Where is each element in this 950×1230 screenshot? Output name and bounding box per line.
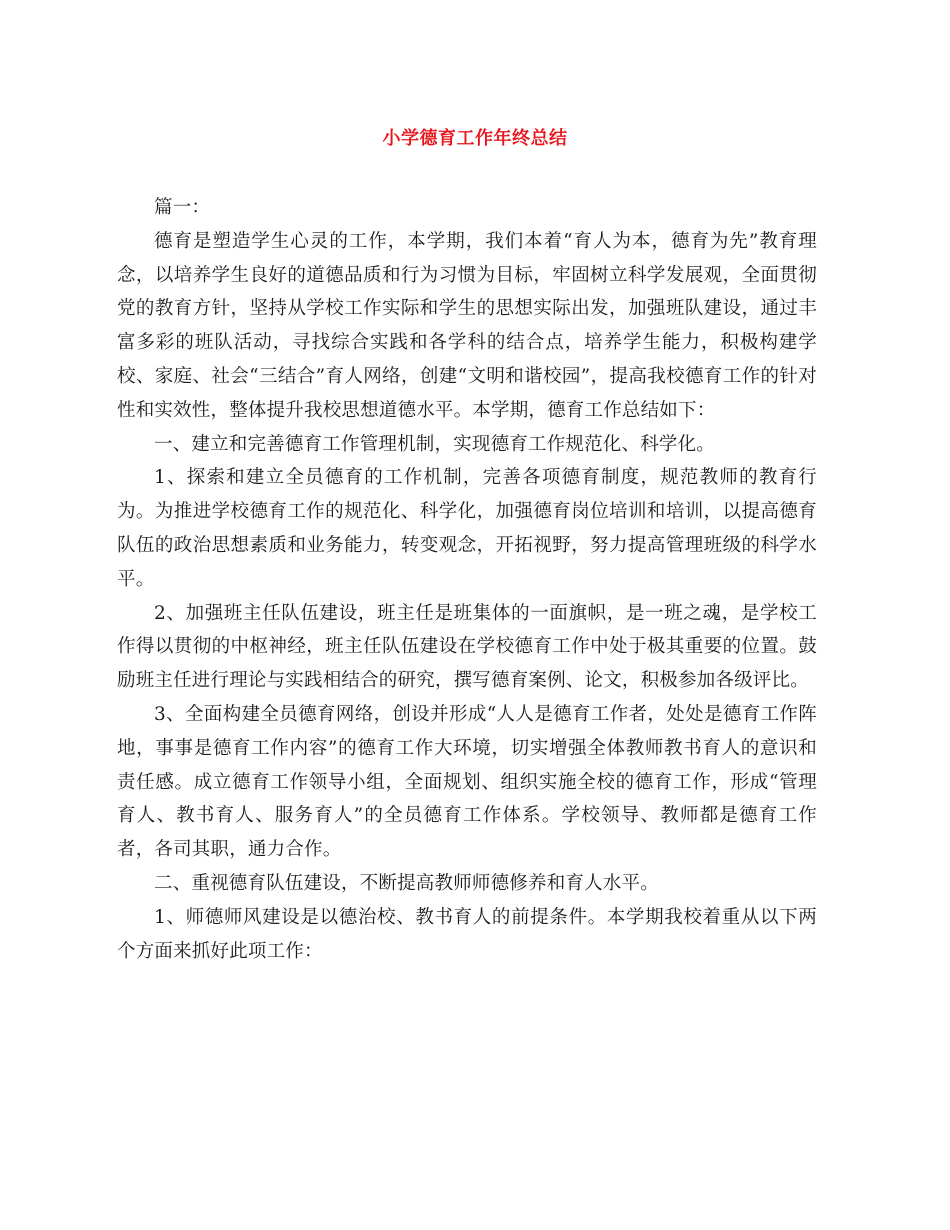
paragraph-intro: 德育是塑造学生心灵的工作，本学期，我们本着“育人为本，德育为先”教育理念，以培养学生良好的道德品质和行为习惯为目标，牢固树立科学发展观，全面贯彻党的教育方针，坚持从学校工作实际和学生的思想实际出发，加强班队建设，通过丰富多彩的班队活动，寻找综合实践和各学科的结合点，培养学生能力，积极构建学校、家庭、社会“三结合”育人网络，创建“文明和谐校园”，提高我校德育工作的针对性和实效性，整体提升我校思想道德水平。本学期，德育工作总结如下：: [117, 230, 817, 421]
paragraph-item-1-2: 2、加强班主任队伍建设，班主任是班集体的一面旗帜，是一班之魂，是学校工作得以贯彻的中枢神经，班主任队伍建设在学校德育工作中处于极其重要的位置。鼓励班主任进行理论与实践相结合的研究，撰写德育案例、论文，积极参加各级评比。: [117, 602, 817, 692]
paragraph-section-label: 篇一：: [154, 197, 211, 218]
document-body: [117, 191, 817, 968]
paragraph-item-2-1: 1、师德师风建设是以德治校、教书育人的前提条件。本学期我校着重从以下两个方面来抓好此项工作：: [117, 906, 817, 962]
paragraph-heading-2: 二、重视德育队伍建设，不断提高教师师德修养和育人水平。: [154, 872, 659, 894]
paragraph-item-1-1: 1、探索和建立全员德育的工作机制，完善各项德育制度，规范教师的教育行为。为推进学校德育工作的规范化、科学化，加强德育岗位培训和培训，以提高德育队伍的政治思想素质和业务能力，转变观念，开拓视野，努力提高管理班级的科学水平。: [117, 467, 817, 590]
paragraph-heading-1: 一、建立和完善德育工作管理机制，实现德育工作规范化、科学化。: [154, 433, 716, 455]
document-title: 小学德育工作年终总结: [382, 128, 568, 149]
paragraph-item-1-3: 3、全面构建全员德育网络，创设并形成“人人是德育工作者，处处是德育工作阵地，事事是德育工作内容”的德育工作大环境，切实增强全体教师教书育人的意识和责任感。成立德育工作领导小组，全面规划、组织实施全校的德育工作，形成“管理育人、教书育人、服务育人”的全员德育工作体系。学校领导、教师都是德育工作者，各司其职，通力合作。: [117, 703, 817, 861]
